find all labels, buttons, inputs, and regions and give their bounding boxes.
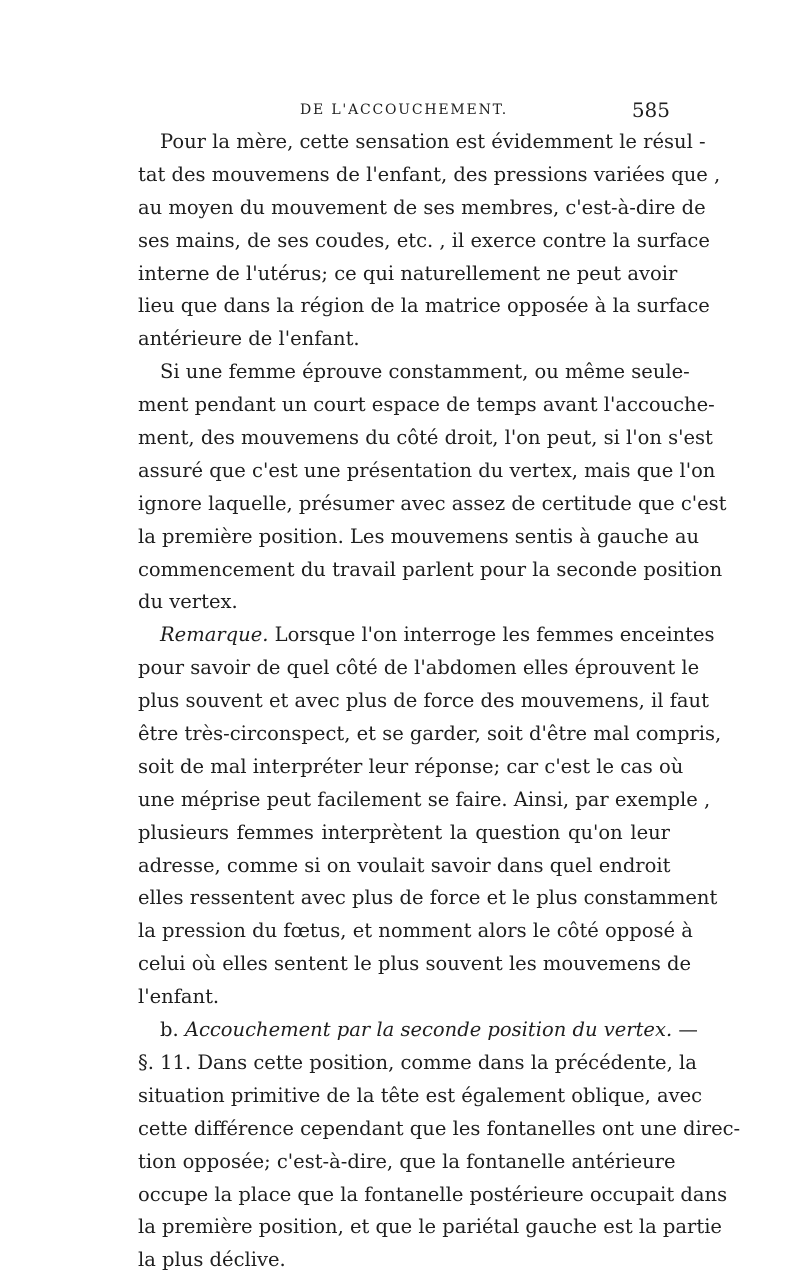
text-line: assuré que c'est une présentation du vertex, mais que l'on <box>138 458 716 482</box>
section-letter: b. <box>160 1018 179 1042</box>
text-line: au moyen du mouvement de ses membres, c'est-à-dire de <box>138 195 706 219</box>
text-line: ses mains, de ses coudes, etc. , il exerce contre la surface <box>138 228 710 252</box>
section-heading <box>138 1014 698 1047</box>
text-line: tat des mouvemens de l'enfant, des pressions variées que , <box>138 162 721 186</box>
remark-text: Lorsque l'on interroge les femmes enceintes <box>268 623 715 647</box>
text-line: une méprise peut facilement se faire. Ainsi, par exemple , <box>138 787 711 811</box>
section-title: Accouchement par la seconde position du vertex. <box>178 1018 673 1042</box>
text-line: occupe la place que la fontanelle postérieure occupait dans <box>138 1182 728 1206</box>
text-line: la pression du fœtus, et nomment alors le côté opposé à <box>138 919 693 943</box>
text-line: antérieure de l'enfant. <box>138 327 360 351</box>
text-line: ignore laquelle, présumer avec assez de certitude que c'est <box>138 491 727 515</box>
text-line: adresse, comme si on voulait savoir dans quel endroit <box>138 853 671 877</box>
text-line: la première position, et que le pariétal gauche est la partie <box>138 1215 722 1239</box>
text-line: §. 11. Dans cette position, comme dans la précédente, la <box>138 1050 697 1074</box>
text-line: cette différence cependant que les fontanelles ont une direc- <box>138 1116 741 1140</box>
text-line: tion opposée; c'est-à-dire, que la fontanelle antérieure <box>138 1149 676 1173</box>
text-line: la première position. Les mouvemens sentis à gauche au <box>138 524 700 548</box>
text-line: interne de l'utérus; ce qui naturellement ne peut avoir <box>138 261 678 285</box>
text-line: plus souvent et avec plus de force des mouvemens, il faut <box>138 689 709 713</box>
text-line: Si une femme éprouve constamment, ou même seule- <box>160 360 690 384</box>
text-line: commencement du travail parlent pour la seconde position <box>138 557 723 581</box>
text-line: celui où elles sentent le plus souvent les mouvemens de <box>138 952 692 976</box>
text-line: la plus déclive. <box>138 1248 286 1272</box>
text-line: plusieurs femmes interprètent la question qu'on leur <box>138 820 670 844</box>
body-text <box>138 126 741 1277</box>
text-line: Pour la mère, cette sensation est évidemment le résul - <box>160 130 706 153</box>
page-number: 585 <box>631 98 670 122</box>
remark-label: Remarque. <box>160 623 269 647</box>
text-line: elles ressentent avec plus de force et le plus constamment <box>138 886 718 910</box>
text-line: être très-circonspect, et se garder, soit d'être mal compris, <box>138 722 722 746</box>
text-line: lieu que dans la région de la matrice opposée à la surface <box>138 294 710 318</box>
text-line: ment, des mouvemens du côté droit, l'on peut, si l'on s'est <box>138 426 713 450</box>
text-line: situation primitive de la tête est également oblique, avec <box>138 1083 703 1107</box>
page-header <box>138 98 670 124</box>
text-line: du vertex. <box>138 590 238 614</box>
text-line: pour savoir de quel côté de l'abdomen elles éprouvent le <box>138 656 700 680</box>
text-line <box>138 619 715 652</box>
section-dash: — <box>672 1018 698 1042</box>
text-line: ment pendant un court espace de temps avant l'accouche- <box>138 393 715 417</box>
running-title: DE L'ACCOUCHEMENT. <box>300 102 508 118</box>
text-line: soit de mal interpréter leur réponse; car c'est le cas où <box>138 754 684 778</box>
text-line: l'enfant. <box>138 985 220 1009</box>
